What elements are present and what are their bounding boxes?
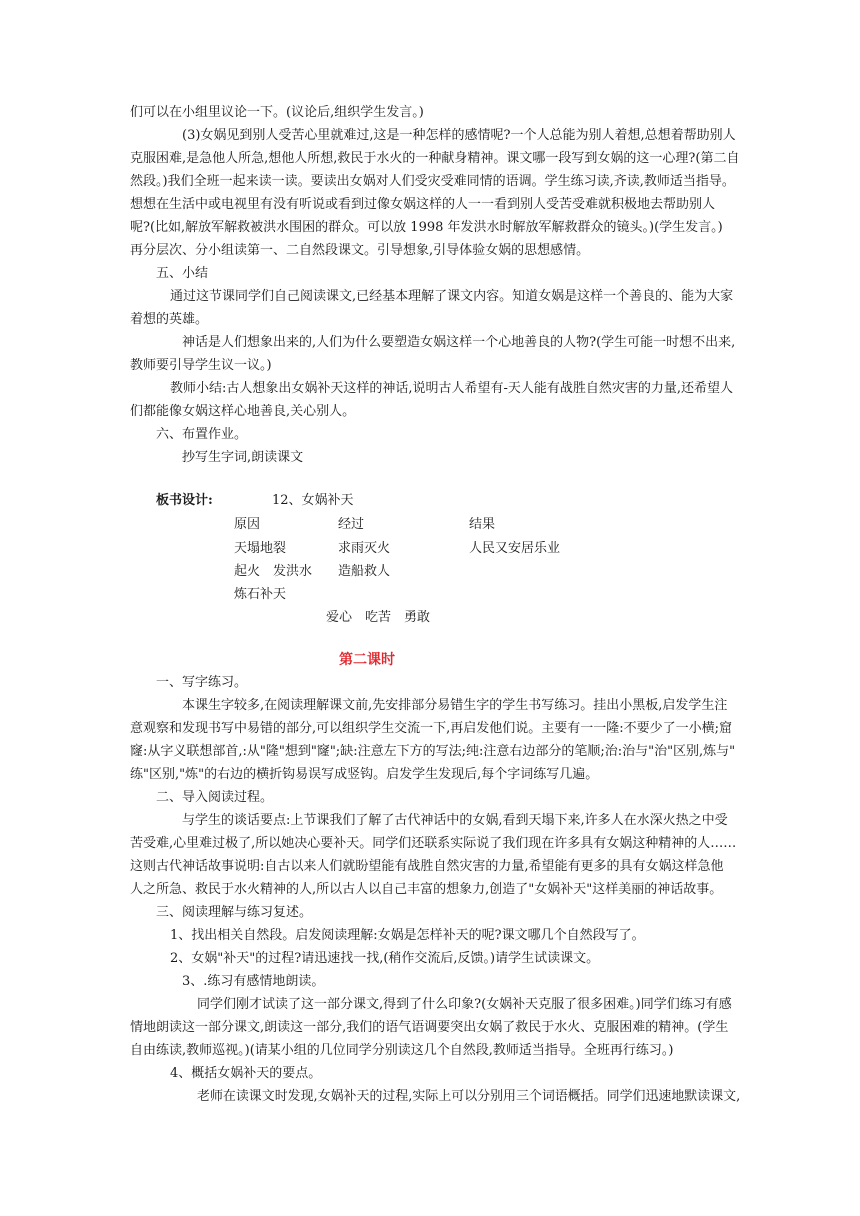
text-line: 教师要引导学生议一议。) [130,358,272,373]
list-item: 1、找出相关自然段。启发阅读理解:女娲是怎样补天的呢?课文哪几个自然段写了。 [170,928,645,943]
lesson-heading: 第二课时 [339,652,395,668]
text-line: 们可以在小组里议论一下。(议论后,组织学生发言。) [130,105,424,120]
text-line: 情地朗读这一部分课文,朗读这一部分,我们的语气语调要突出女娲了救民于水火、克服困难的精神。(学生 [130,1020,729,1035]
list-item: 3、.练习有感情地朗读。 [182,974,325,989]
text-line: 教师小结:古人想象出女娲补天这样的神话,说明古人希望有-天人能有战胜自然灾害的力量,还希望人 [170,381,734,396]
text-line: 自由练读,教师巡视。)(请某小组的几位同学分别读这几个自然段,教师适当指导。全班再行练习。) [130,1043,674,1058]
text-line: 神话是人们想象出来的,人们为什么要塑造女娲这样一个心地善良的人物?(学生可能一时想不出来, [182,335,736,350]
board-header: 原因 [234,517,261,532]
text-line: 苦受难,心里难过极了,所以她决心要补天。同学们还联系实际说了我们现在许多具有女娲这种精神的人…… [130,836,737,851]
board-label: 板书设计: [156,493,213,508]
text-line: 再分层次、分小组读第一、二自然段课文。引导想象,引导体验女娲的思想感情。 [130,243,590,258]
text-line: 克服困难,是急他人所急,想他人所想,救民于水火的一种献身精神。课文哪一段写到女娲的这一心理?(第二自 [130,151,740,166]
board-cell: 人民又安居乐业 [469,541,561,556]
text-line: (3)女娲见到别人受苦心里就难过,这是一种怎样的感情呢?一个人总能为别人着想,总想着帮助别人 [182,128,736,143]
list-item: 2、女娲"补天"的过程?请迅速找一找,(稍作交流后,反馈。)请学生试读课文。 [170,951,600,966]
text-line: 通过这节课同学们自己阅读课文,已经基本理解了课文内容。知道女娲是这样一个善良的、能为大家 [170,289,734,304]
text-line: 抄写生字词,朗读课文 [182,450,304,465]
board-header: 结果 [469,517,496,532]
text-line: 练"区别,"炼"的右边的横折钩易误写成竖钩。启发学生发现后,每个字词练写几遍。 [130,767,599,782]
section-heading: 二、导入阅读过程。 [156,790,274,805]
text-line: 人之所急、救民于水火精神的人,所以古人以自己丰富的想象力,创造了"女娲补天"这样美丽的神话故事。 [130,882,723,897]
text-line: 意观察和发现书写中易错的部分,可以组织学生交流一下,再启发他们说。主要有一一隆:不要少了一小横;窟 [130,721,733,736]
text-line: 同学们刚才试读了这一部分课文,得到了什么印象?(女娲补天克服了很多困难。)同学们练习有感 [197,997,732,1012]
text-line: 本课生字较多,在阅读理解课文前,先安排部分易错生字的学生书写练习。挂出小黑板,启发学生注 [182,698,728,713]
text-line: 着想的英雄。 [130,312,209,327]
section-heading: 六、布置作业。 [156,427,248,442]
text-line: 这则古代神话故事说明:自古以来人们就盼望能有战胜自然灾害的力量,希望能有更多的具有女娲这样急他 [130,859,724,874]
board-header: 经过 [338,517,365,532]
text-line: 窿:从字义联想部首,:从"隆"想到"窿";缺:注意左下方的写法;纯:注意右边部分的笔顺;治:治与"治"区别,炼与" [130,744,736,759]
section-heading: 一、写字练习。 [156,675,248,690]
section-heading: 五、小结 [156,266,209,281]
board-cell: 起火 发洪水 [234,564,313,579]
text-line: 老师在读课文时发现,女娲补天的过程,实际上可以分别用三个词语概括。同学们迅速地默读课文, [197,1089,741,1104]
text-line: 呢?(比如,解放军解救被洪水围困的群众。可以放 1998 年发洪水时解放军解救群众的镜头。)(学生发言。) [130,220,723,235]
board-title: 12、女娲补天 [272,493,354,508]
board-qualities: 爱心 吃苦 勇敢 [326,610,431,625]
board-cell: 天塌地裂 [234,541,287,556]
board-cell: 炼石补天 [234,587,287,602]
board-cell: 造船救人 [338,564,391,579]
section-heading: 三、阅读理解与练习复述。 [156,905,313,920]
text-line: 然段。)我们全班一起来读一读。要读出女娲对人们受灾受难同情的语调。学生练习读,齐读,教师适当指导。 [130,174,735,189]
text-line: 与学生的谈话要点:上节课我们了解了古代神话中的女娲,看到天塌下来,许多人在水深火热之中受 [182,813,728,828]
text-line: 想想在生活中或电视里有没有听说或看到过像女娲这样的人一一看到别人受苦受难就积极地去帮助别人 [130,197,716,212]
list-item: 4、概括女娲补天的要点。 [170,1066,322,1081]
text-line: 们都能像女娲这样心地善良,关心别人。 [130,404,356,419]
board-cell: 求雨灭火 [338,541,391,556]
